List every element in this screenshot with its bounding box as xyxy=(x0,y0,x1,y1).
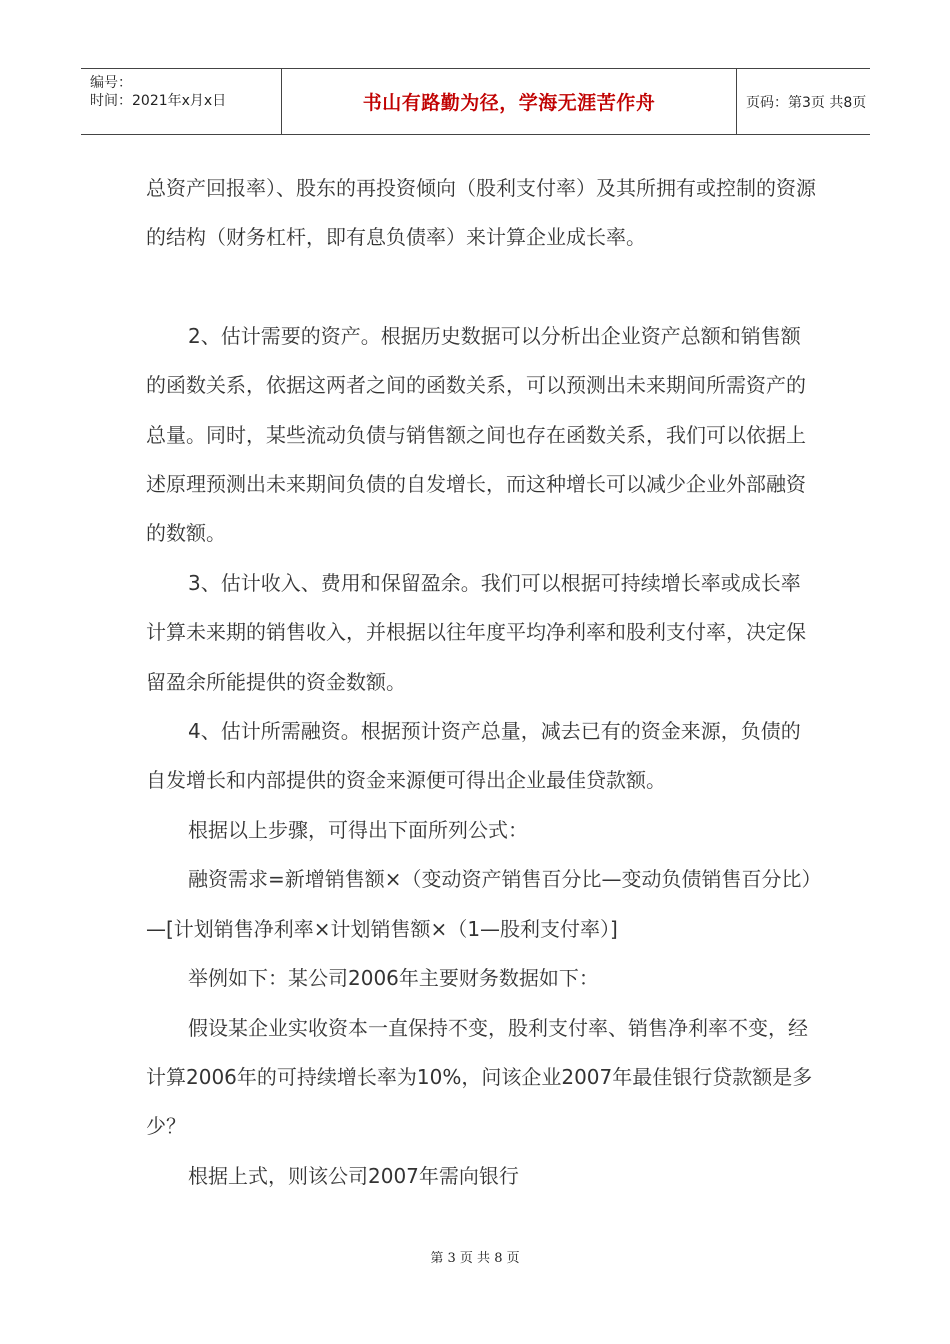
paragraph-formula: 融资需求=新增销售额×（变动资产销售百分比—变动负债销售百分比）—[计划销售净利率×计划销售额×（1—股利支付率）] xyxy=(146,867,812,941)
paragraph-step-4: 4、估计所需融资。根据预计资产总量，减去已有的资金来源，负债的自发增长和内部提供的资金来源便可得出企业最佳贷款额。 xyxy=(146,719,801,793)
paragraph-continuation: 总资产回报率）、股东的再投资倾向（股利支付率）及其所拥有或控制的资源的结构（财务杠杆，即有息负债率）来计算企业成长率。 xyxy=(146,176,816,250)
paragraph-solution-start: 根据上式，则该公司2007年需向银行 xyxy=(188,1163,519,1188)
header-motto: 书山有路勤为径，学海无涯苦作舟 xyxy=(281,69,737,134)
document-body xyxy=(146,164,816,1201)
paragraph-step-3: 3、估计收入、费用和保留盈余。我们可以根据可持续增长率或成长率计算未来期的销售收入，并根据以往年度平均净利率和股利支付率，决定保留盈余所能提供的资金数额。 xyxy=(146,570,806,694)
paragraph-step-2: 2、估计需要的资产。根据历史数据可以分析出企业资产总额和销售额的函数关系，依据这两者之间的函数关系，可以预测出未来期间所需资产的总量。同时，某些流动负债与销售额之间也存在函数关系，我们可以依据上述原理预测出未来期间负债的自发增长，而这种增长可以减少企业外部融资的数额。 xyxy=(146,323,806,546)
page-header xyxy=(81,68,870,135)
header-meta xyxy=(81,69,281,134)
document-date: 时间：2021年x月x日 xyxy=(90,93,227,109)
document-number-label: 编号： xyxy=(90,75,132,91)
paragraph-example-intro: 举例如下：某公司2006年主要财务数据如下： xyxy=(188,966,599,991)
paragraph-example-question: 假设某企业实收资本一直保持不变，股利支付率、销售净利率不变，经计算2006年的可持续增长率为10%，问该企业2007年最佳银行贷款额是多少？ xyxy=(146,1015,813,1139)
page-footer: 第 3 页 共 8 页 xyxy=(430,1251,520,1266)
header-page-info: 页码：第3页 共8页 xyxy=(746,94,867,111)
paragraph-formula-intro: 根据以上步骤，可得出下面所列公式： xyxy=(188,817,528,842)
